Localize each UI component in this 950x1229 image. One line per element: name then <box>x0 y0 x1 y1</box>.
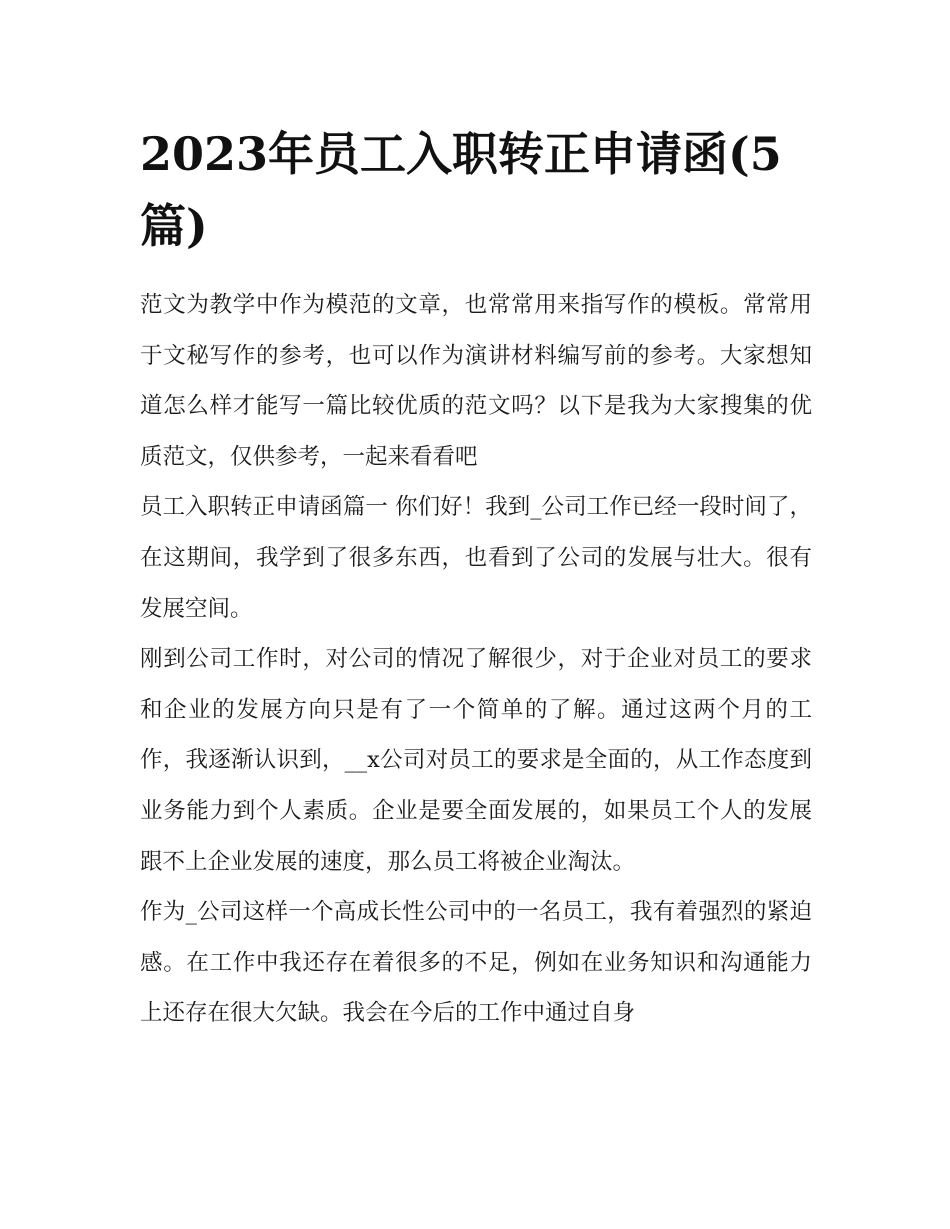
document-body <box>140 280 812 1039</box>
paragraph-1: 员工入职转正申请函篇一 你们好！我到_公司工作已经一段时间了，在这期间，我学到了很多东西，也看到了公司的发展与壮大。很有发展空间。 <box>140 494 812 622</box>
paragraph-2: 刚到公司工作时，对公司的情况了解很少，对于企业对员工的要求和企业的发展方向只是有了一个简单的了解。通过这两个月的工作，我逐渐认识到，__x公司对员工的要求是全面的，从工作态度到业务能力到个人素质。企业是要全面发展的，如果员工个人的发展跟不上企业发展的速度，那么员工将被企业淘汰。 <box>140 646 812 875</box>
document-title: 2023年员工入职转正申请函(5篇) <box>140 127 782 253</box>
paragraph-intro: 范文为教学中作为模范的文章，也常常用来指写作的模板。常常用于文秘写作的参考，也可以作为演讲材料编写前的参考。大家想知道怎么样才能写一篇比较优质的范文吗？以下是我为大家搜集的优质范文，仅供参考，一起来看看吧 <box>140 292 812 470</box>
paragraph-3: 作为_公司这样一个高成长性公司中的一名员工，我有着强烈的紧迫感。在工作中我还存在着很多的不足，例如在业务知识和沟通能力上还存在很大欠缺。我会在今后的工作中通过自身 <box>140 899 812 1027</box>
